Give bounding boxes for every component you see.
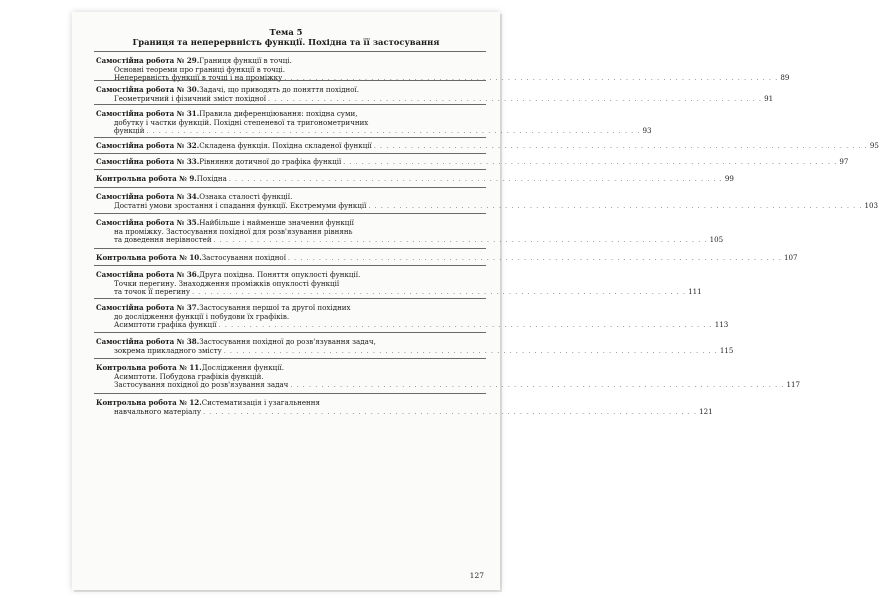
topic-text: Рівняння дотичної до графіка функції bbox=[199, 157, 342, 166]
topic-text: до дослідження функції і побудови їх графіків. bbox=[114, 311, 290, 321]
entry-divider bbox=[94, 332, 486, 333]
toc-line bbox=[96, 287, 702, 297]
entry-divider bbox=[94, 298, 486, 299]
work-label: Самостійна робота № 35. bbox=[96, 218, 200, 227]
page-ref: 111 bbox=[688, 287, 702, 297]
toc-entry bbox=[96, 174, 734, 184]
page-ref: 107 bbox=[784, 253, 798, 262]
toc-entry bbox=[96, 398, 713, 416]
topic-text: Границя функції в точці. bbox=[199, 56, 292, 65]
entry-divider bbox=[94, 248, 486, 249]
topic-text: та точок її перегину bbox=[114, 287, 191, 297]
topic-text: навчального матеріалу bbox=[114, 406, 202, 416]
topic-text: добутку і частки функцій. Похідні степеневої та тригонометричних bbox=[114, 117, 369, 127]
work-label: Самостійна робота № 36. bbox=[96, 270, 200, 279]
page-ref: 89 bbox=[780, 73, 790, 83]
toc-entry bbox=[96, 56, 790, 83]
toc-line bbox=[96, 119, 484, 128]
topic-text: на проміжку. Застосування похідної для розв'язування рівнянь bbox=[114, 226, 353, 236]
dot-leader: . . . . . . . . . . . . . . . . . . . . . . . . . . . . . . . . . . . . . . . . . . . . . . . . . . . . . . . . . . . . . . . . . . . . . . . . . . . . . . . . bbox=[218, 322, 713, 330]
toc-entry bbox=[96, 109, 652, 136]
toc-entry bbox=[96, 253, 798, 263]
page-ref: 99 bbox=[724, 174, 734, 183]
page-ref: 93 bbox=[642, 126, 652, 136]
toc-line bbox=[96, 406, 713, 417]
dot-leader: . . . . . . . . . . . . . . . . . . . . . . . . . . . . . . . . . . . . . . . . . . . . . . . . . . . . . . . . . . . . . . . . . . . . . . . . . . . . . . . . bbox=[213, 237, 708, 245]
work-label: Самостійна робота № 38. bbox=[96, 337, 200, 346]
topic-text: функцій bbox=[114, 126, 145, 136]
dot-leader: . . . . . . . . . . . . . . . . . . . . . . . . . . . . . . . . . . . . . . . . . . . . . . . . . . . . . . . . . . . . . . . . . . . . . . . . . . . . . . . . bbox=[203, 408, 698, 416]
topic-text: Задачі, що приводять до поняття похідної. bbox=[199, 85, 360, 94]
topic-text: Складена функція. Похідна складеної функції bbox=[199, 141, 372, 150]
toc-line bbox=[96, 380, 800, 390]
dot-leader: . . . . . . . . . . . . . . . . . . . . . . . . . . . . . . . . . . . . . . . . . . . . . . . . . . . . . . . . . . . . . . . . . . . . . . . . . . . . . . . . bbox=[343, 159, 838, 166]
toc-entry bbox=[96, 363, 800, 390]
page-ref: 115 bbox=[719, 345, 734, 355]
work-label: Самостійна робота № 33. bbox=[96, 157, 200, 166]
page-number: 127 bbox=[469, 571, 484, 580]
entry-divider bbox=[94, 265, 486, 266]
work-label: Самостійна робота № 29. bbox=[96, 56, 200, 65]
dot-leader: . . . . . . . . . . . . . . . . . . . . . . . . . . . . . . . . . . . . . . . . . . . . . . . . . . . . . . . . . . . . . . . . . . . . . . . . . . . . . . . . bbox=[268, 95, 763, 103]
entry-divider bbox=[94, 213, 486, 214]
toc-line bbox=[96, 235, 724, 245]
section-title: Границя та неперервність функції. Похідна та її застосування bbox=[132, 37, 440, 47]
toc-line bbox=[96, 141, 879, 151]
topic-text: Правила диференціювання: похідна суми, bbox=[199, 109, 358, 118]
theme-heading: Тема 5 bbox=[269, 27, 303, 37]
dot-leader: . . . . . . . . . . . . . . . . . . . . . . . . . . . . . . . . . . . . . . . . . . . . . . . . . . . . . . . . . . . . . . . . . . . . . . . . . . . . . . . . bbox=[146, 128, 641, 136]
topic-text: Дослідження функції. bbox=[201, 363, 284, 372]
toc-line bbox=[96, 253, 798, 263]
topic-text: зокрема прикладного змісту bbox=[114, 345, 222, 355]
toc-entry bbox=[96, 218, 724, 245]
toc-line bbox=[96, 345, 734, 356]
toc-line bbox=[96, 126, 652, 136]
page-ref: 103 bbox=[864, 200, 879, 210]
topic-text: Застосування похідної до розв'язування задач bbox=[114, 380, 289, 390]
topic-text: Асимптоти графіка функції bbox=[114, 320, 217, 330]
entry-divider bbox=[94, 187, 486, 188]
page-ref: 121 bbox=[699, 406, 713, 416]
work-label: Контрольна робота № 11. bbox=[96, 363, 202, 372]
dot-leader: . . . . . . . . . . . . . . . . . . . . . . . . . . . . . . . . . . . . . . . . . . . . . . . . . . . . . . . . . . . . . . . . . . . . . . . . . . . . . . . . bbox=[223, 347, 718, 355]
topic-text: Геометричний і фізичний зміст похідної bbox=[114, 93, 266, 103]
work-label: Контрольна робота № 10. bbox=[96, 253, 202, 262]
work-label: Самостійна робота № 34. bbox=[96, 192, 200, 201]
topic-text: Застосування першої та другої похідних bbox=[199, 303, 351, 312]
toc-entry bbox=[96, 337, 734, 355]
page-ref: 113 bbox=[714, 320, 729, 330]
page-ref: 95 bbox=[869, 141, 879, 150]
topic-text: Застосування похідної bbox=[201, 253, 286, 262]
page-ref: 117 bbox=[786, 380, 800, 390]
page-ref: 91 bbox=[764, 93, 774, 103]
entry-divider bbox=[94, 169, 486, 170]
work-label: Самостійна робота № 30. bbox=[96, 85, 200, 94]
work-label: Самостійна робота № 37. bbox=[96, 303, 200, 312]
work-label: Контрольна робота № 9. bbox=[96, 174, 197, 183]
page-ref: 105 bbox=[709, 235, 724, 245]
topic-text: Точки перегину. Знаходження проміжків опуклості функції bbox=[114, 278, 340, 288]
toc-entry bbox=[96, 270, 702, 297]
topic-text: Неперервність функції в точці і на проміжку bbox=[114, 73, 283, 83]
topic-text: Систематизація і узагальнення bbox=[201, 398, 320, 407]
page-ref: 97 bbox=[839, 157, 849, 166]
toc-line bbox=[96, 93, 774, 104]
toc-entry bbox=[96, 192, 879, 210]
toc-line bbox=[96, 174, 734, 184]
work-label: Самостійна робота № 32. bbox=[96, 141, 200, 150]
topic-text: Основні теореми про границі функції в точці. bbox=[114, 64, 285, 74]
dot-leader: . . . . . . . . . . . . . . . . . . . . . . . . . . . . . . . . . . . . . . . . . . . . . . . . . . . . . . . . . . . . . . . . . . . . . . . . . . . . . . . . bbox=[290, 382, 785, 390]
toc-line bbox=[96, 157, 849, 167]
dot-leader: . . . . . . . . . . . . . . . . . . . . . . . . . . . . . . . . . . . . . . . . . . . . . . . . . . . . . . . . . . . . . . . . . . . . . . . . . . . . . . . . bbox=[284, 75, 779, 83]
entry-divider bbox=[94, 137, 486, 138]
dot-leader: . . . . . . . . . . . . . . . . . . . . . . . . . . . . . . . . . . . . . . . . . . . . . . . . . . . . . . . . . . . . . . . . . . . . . . . . . . . . . . . . bbox=[192, 289, 687, 297]
entry-divider bbox=[94, 51, 486, 52]
toc-entry bbox=[96, 157, 849, 167]
dot-leader: . . . . . . . . . . . . . . . . . . . . . . . . . . . . . . . . . . . . . . . . . . . . . . . . . . . . . . . . . . . . . . . . . . . . . . . . . . . . . . . . bbox=[228, 176, 723, 183]
toc-line bbox=[96, 73, 790, 83]
toc-entry bbox=[96, 141, 879, 151]
dot-leader: . . . . . . . . . . . . . . . . . . . . . . . . . . . . . . . . . . . . . . . . . . . . . . . . . . . . . . . . . . . . . . . . . . . . . . . . . . . . . . . . bbox=[287, 255, 783, 262]
topic-text: Застосування похідної до розв'язування задач, bbox=[199, 337, 376, 346]
entry-divider bbox=[94, 358, 486, 359]
entry-divider bbox=[94, 393, 486, 394]
dot-leader: . . . . . . . . . . . . . . . . . . . . . . . . . . . . . . . . . . . . . . . . . . . . . . . . . . . . . . . . . . . . . . . . . . . . . . . . . . . . . . . . bbox=[373, 143, 868, 150]
toc-entry bbox=[96, 303, 729, 330]
topic-text: Асимптоти. Побудова графіків функцій. bbox=[114, 371, 264, 381]
toc-line bbox=[96, 320, 729, 330]
topic-text: Найбільше і найменше значення функції bbox=[199, 218, 354, 227]
document-page bbox=[72, 12, 879, 590]
topic-text: Похідна bbox=[196, 174, 227, 183]
toc-entry bbox=[96, 85, 774, 103]
topic-text: та доведення нерівностей bbox=[114, 235, 212, 245]
work-label: Самостійна робота № 31. bbox=[96, 109, 200, 118]
topic-text: Достатні умови зростання і спадання функції. Екстремуми функції bbox=[114, 200, 367, 210]
entry-divider bbox=[94, 153, 486, 154]
dot-leader: . . . . . . . . . . . . . . . . . . . . . . . . . . . . . . . . . . . . . . . . . . . . . . . . . . . . . . . . . . . . . . . . . . . . . . . . . . . . . . . . bbox=[368, 202, 863, 210]
topic-text: Ознака сталості функції. bbox=[199, 192, 293, 201]
toc-line bbox=[96, 200, 879, 211]
work-label: Контрольна робота № 12. bbox=[96, 398, 202, 407]
topic-text: Друга похідна. Поняття опуклості функції. bbox=[199, 270, 361, 279]
